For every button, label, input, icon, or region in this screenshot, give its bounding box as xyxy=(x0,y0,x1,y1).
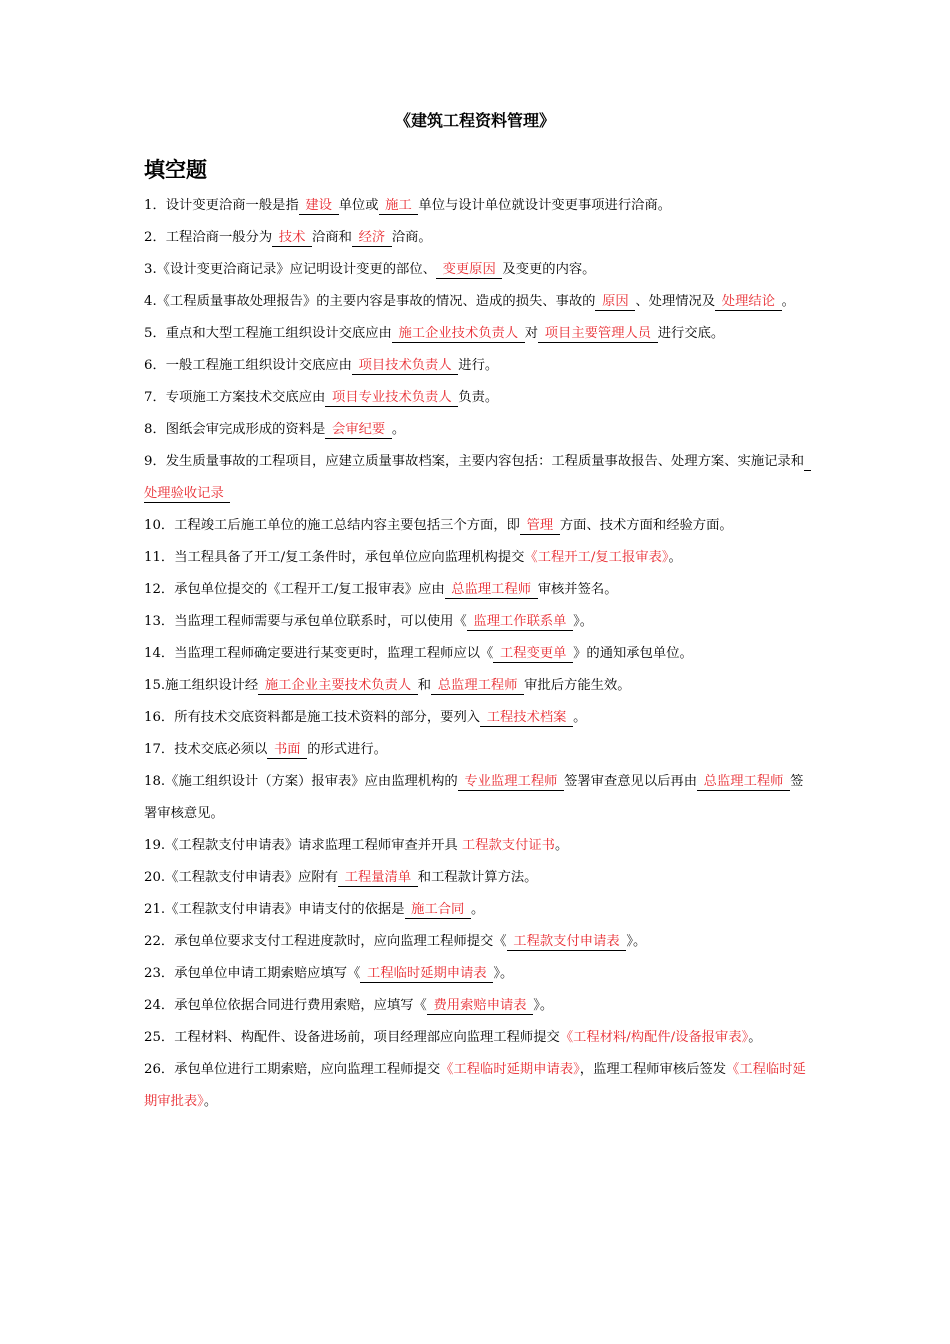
answer-blank: 项目技术负责人 xyxy=(351,358,459,373)
answer-blank: 管理 xyxy=(519,518,560,533)
question-text: 》的通知承包单位。 xyxy=(573,646,693,661)
question-text: ，监理工程师审核后签发 xyxy=(579,1062,727,1077)
question-text: 5．重点和大型工程施工组织设计交底应由 xyxy=(144,326,392,341)
question-text: 24．承包单位依据合同进行费用索赔，应填写《 xyxy=(144,998,427,1013)
question-text: 20.《工程款支付申请表》应附有 xyxy=(144,870,339,885)
answer-blank: 处理结论 xyxy=(715,294,782,309)
question-item xyxy=(144,958,812,990)
question-text: 19.《工程款支付申请表》请求监理工程师审查并开具 xyxy=(144,838,462,853)
question-item xyxy=(144,286,812,318)
question-text: 对 xyxy=(524,326,539,341)
question-text: 6．一般工程施工组织设计交底应由 xyxy=(144,358,352,373)
question-item xyxy=(144,542,812,574)
question-text: 10．工程竣工后施工单位的施工总结内容主要包括三个方面，即 xyxy=(144,518,520,533)
question-text: 18.《施工组织设计（方案）报审表》应由监理机构的 xyxy=(144,774,458,789)
question-text: 》。 xyxy=(626,934,647,949)
answer-blank: 项目主要管理人员 xyxy=(538,326,658,341)
question-text: 26．承包单位进行工期索赔，应向监理工程师提交 xyxy=(144,1062,441,1077)
question-text: 审批后方能生效。 xyxy=(524,678,631,693)
answer-blank: 总监理工程师 xyxy=(697,774,791,789)
question-text: 。 xyxy=(748,1030,762,1045)
question-text: 。 xyxy=(554,838,569,853)
question-text: 11．当工程具备了开工/复工条件时，承包单位应向监理机构提交 xyxy=(144,550,525,565)
question-text: 25．工程材料、构配件、设备进场前，项目经理部应向监理工程师提交 xyxy=(144,1030,560,1045)
answer-text: 《工程临时延期审批表》 xyxy=(144,1062,806,1109)
question-text: 22．承包单位要求支付工程进度款时，应向监理工程师提交《 xyxy=(144,934,507,949)
question-text: 进行。 xyxy=(458,358,499,373)
question-item xyxy=(144,350,812,382)
question-text: 及变更的内容。 xyxy=(502,262,596,277)
answer-blank: 监理工作联系单 xyxy=(466,614,574,629)
answer-blank: 处理验收记录 xyxy=(144,454,811,501)
question-item xyxy=(144,702,812,734)
answer-blank: 技术 xyxy=(272,230,313,245)
answer-blank: 经济 xyxy=(351,230,392,245)
question-text: 审核并签名。 xyxy=(537,582,618,597)
question-text: 负责。 xyxy=(458,390,499,405)
question-text: 23．承包单位申请工期索赔应填写《 xyxy=(144,966,361,981)
page-title: 《建筑工程资料管理》 xyxy=(394,111,555,130)
answer-blank: 工程临时延期申请表 xyxy=(360,966,494,981)
question-text: 签署审核意见。 xyxy=(144,774,804,821)
question-item xyxy=(144,574,812,606)
answer-blank: 书面 xyxy=(267,742,308,757)
question-item xyxy=(144,446,812,510)
question-text: 。 xyxy=(573,710,587,725)
question-text: 洽商和 xyxy=(312,230,352,245)
question-text: 。 xyxy=(203,1094,218,1109)
question-text: 方面、技术方面和经验方面。 xyxy=(559,518,733,533)
section-heading: 填空题 xyxy=(144,158,207,182)
question-text: 、处理情况及 xyxy=(635,294,716,309)
question-item xyxy=(144,382,812,414)
question-item xyxy=(144,414,812,446)
question-text: 。 xyxy=(470,902,485,917)
question-text: 15.施工组织设计经 xyxy=(144,678,259,693)
answer-blank: 工程量清单 xyxy=(338,870,418,885)
question-item xyxy=(144,862,812,894)
question-text: 的形式进行。 xyxy=(307,742,387,757)
answer-blank: 施工合同 xyxy=(404,902,471,917)
question-text: 14．当监理工程师确定要进行某变更时，监理工程师应以《 xyxy=(144,646,494,661)
question-item xyxy=(144,254,812,286)
question-text: 3.《设计变更洽商记录》应记明设计变更的部位、 xyxy=(144,262,436,277)
question-text: 签署审查意见以后再由 xyxy=(564,774,698,789)
answer-blank: 工程变更单 xyxy=(493,646,574,661)
answer-blank: 总监理工程师 xyxy=(444,582,538,597)
answer-blank: 变更原因 xyxy=(435,262,503,277)
question-item xyxy=(144,830,812,862)
question-text: 。 xyxy=(391,422,406,437)
answer-blank: 原因 xyxy=(595,294,636,309)
question-item xyxy=(144,222,812,254)
question-item xyxy=(144,766,812,830)
question-item xyxy=(144,318,812,350)
question-item xyxy=(144,990,812,1022)
answer-text: 《工程材料/构配件/设备报审表》 xyxy=(559,1030,749,1045)
answer-blank: 工程款支付申请表 xyxy=(506,934,627,949)
question-text: 9．发生质量事故的工程项目，应建立质量事故档案，主要内容包括：工程质量事故报告、处理方案、实施记录和 xyxy=(144,454,805,469)
question-text: 。 xyxy=(781,294,795,309)
question-text: 12．承包单位提交的《工程开工/复工报审表》应由 xyxy=(144,582,445,597)
question-text: 17．技术交底必须以 xyxy=(144,742,268,757)
answer-blank: 费用索赔申请表 xyxy=(426,998,534,1013)
question-item xyxy=(144,606,812,638)
question-item xyxy=(144,734,812,766)
answer-blank: 专业监理工程师 xyxy=(457,774,565,789)
question-text: 和工程款计算方法。 xyxy=(417,870,538,885)
question-text: 和 xyxy=(417,678,432,693)
answer-blank: 会审纪要 xyxy=(325,422,392,437)
question-item xyxy=(144,894,812,926)
question-item xyxy=(144,638,812,670)
question-text: 》。 xyxy=(573,614,594,629)
question-item xyxy=(144,510,812,542)
answer-blank: 项目专业技术负责人 xyxy=(325,390,459,405)
question-text: 8．图纸会审完成形成的资料是 xyxy=(144,422,326,437)
question-text: 13．当监理工程师需要与承包单位联系时，可以使用《 xyxy=(144,614,467,629)
question-list xyxy=(144,190,812,1118)
question-text: 2．工程洽商一般分为 xyxy=(144,230,273,245)
answer-text: 《工程开工/复工报审表》 xyxy=(524,550,669,565)
question-text: 16．所有技术交底资料都是施工技术资料的部分，要列入 xyxy=(144,710,481,725)
question-text: 单位与设计单位就设计变更事项进行洽商。 xyxy=(418,198,672,213)
question-text: 21.《工程款支付申请表》申请支付的依据是 xyxy=(144,902,405,917)
answer-text: 《工程临时延期申请表》 xyxy=(440,1062,580,1077)
question-text: 7．专项施工方案技术交底应由 xyxy=(144,390,326,405)
question-text: 。 xyxy=(668,550,682,565)
question-text: 单位或 xyxy=(338,198,379,213)
answer-text: 工程款支付证书 xyxy=(461,838,555,853)
question-text: 洽商。 xyxy=(391,230,432,245)
answer-blank: 施工企业主要技术负责人 xyxy=(258,678,418,693)
answer-blank: 工程技术档案 xyxy=(480,710,574,725)
question-item xyxy=(144,1054,812,1118)
question-text: 1．设计变更洽商一般是指 xyxy=(144,198,299,213)
question-text: 》。 xyxy=(493,966,514,981)
answer-blank: 施工 xyxy=(378,198,419,213)
question-text: 4.《工程质量事故处理报告》的主要内容是事故的情况、造成的损失、事故的 xyxy=(144,294,596,309)
question-text: 进行交底。 xyxy=(657,326,725,341)
answer-blank: 施工企业技术负责人 xyxy=(391,326,525,341)
answer-blank: 建设 xyxy=(298,198,339,213)
question-item xyxy=(144,670,812,702)
question-item xyxy=(144,926,812,958)
answer-blank: 总监理工程师 xyxy=(431,678,525,693)
question-item xyxy=(144,190,812,222)
question-item xyxy=(144,1022,812,1054)
question-text: 》。 xyxy=(533,998,554,1013)
